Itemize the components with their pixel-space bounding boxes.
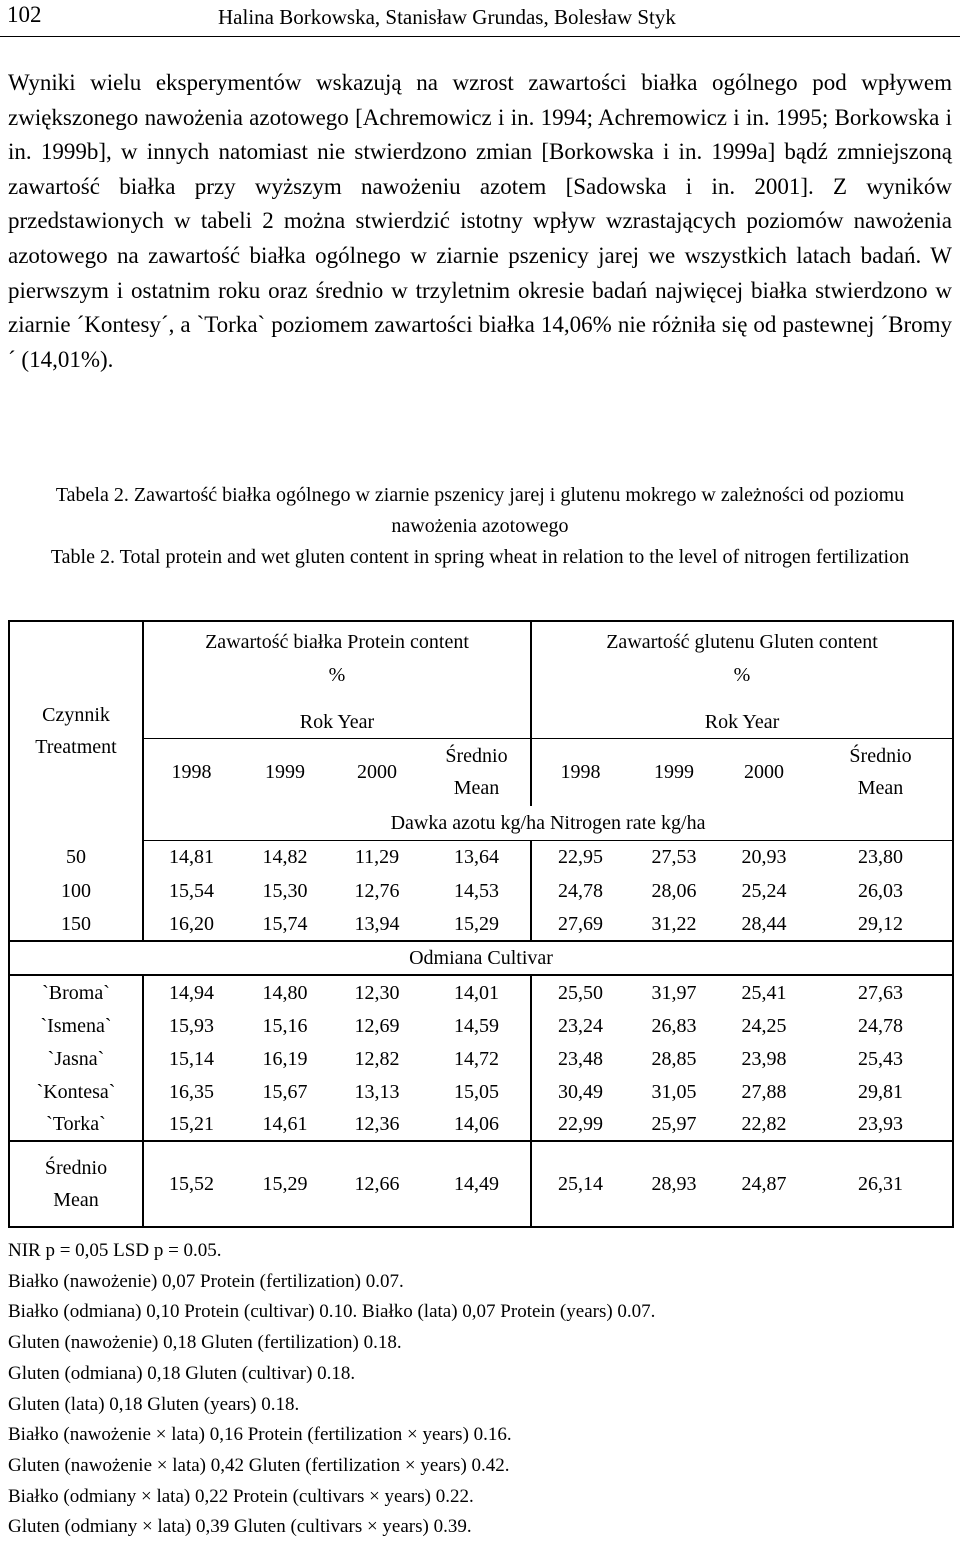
table-cell: 13,94 [331,907,423,941]
note-line: Gluten (odmiany × lata) 0,39 Gluten (cultivars × years) 0.39. [8,1516,472,1538]
protein-mean-pl: Średnio [445,745,508,768]
table-cell: 23,80 [809,840,953,874]
protein-year-2000: 2000 [357,761,397,784]
table-cell: 28,44 [719,907,809,941]
table-cell: 22,82 [719,1108,809,1141]
table-cell: 12,30 [331,975,423,1009]
table-cell: 15,74 [239,907,331,941]
table-cell: 15,05 [423,1075,531,1108]
table-cell: 14,49 [423,1141,531,1227]
row-label-kontesa: `Kontesa` [9,1075,143,1108]
table-cell: 23,98 [741,1047,787,1070]
protein-unit: % [328,664,346,686]
protein-mean-header [423,738,531,806]
table-cell: 26,03 [809,874,953,907]
table-cell: 14,06 [423,1108,531,1141]
table-cell: 11,29 [354,846,400,869]
gluten-mean-en: Mean [857,777,904,800]
table-cell: 15,54 [169,879,214,902]
table-cell: 14,72 [423,1042,531,1075]
note-line: Białko (odmiany × lata) 0,22 Protein (cultivars × years) 0.22. [8,1485,474,1507]
gluten-year-2000: 2000 [744,761,784,784]
table-cell: 16,35 [169,1080,214,1103]
table-caption-en: Table 2. Total protein and wet gluten content in spring wheat in relation to the level of nitrogen fertilization [50,546,910,568]
table-cell: 16,19 [262,1047,308,1070]
table-cell: 14,01 [423,975,531,1009]
gluten-header: Zawartość glutenu Gluten content [606,631,878,653]
note-line: Białko (nawożenie) 0,07 Protein (fertilization) 0.07. [8,1270,404,1292]
table-cell: 24,25 [741,1014,787,1037]
note-line: Gluten (nawożenie × lata) 0,42 Gluten (fertilization × years) 0.42. [8,1454,510,1476]
mean-label-pl: Średnio [44,1157,108,1179]
note-line: Gluten (lata) 0,18 Gluten (years) 0.18. [8,1393,300,1415]
table-cell: 14,80 [239,975,331,1009]
table-cell: 15,14 [169,1047,214,1070]
table-cell: 28,93 [629,1141,719,1227]
gluten-mean-pl: Średnio [849,745,912,768]
table-cell: 24,78 [809,1009,953,1042]
table-cell: 12,36 [331,1108,423,1141]
gluten-mean-header [809,738,953,806]
table-cell: 27,69 [531,907,629,941]
table-cell: 12,66 [331,1141,423,1227]
table-cell: 14,53 [423,874,531,907]
gluten-year-1999: 1999 [654,761,694,784]
table-cell: 12,82 [354,1047,400,1070]
table-cell: 22,99 [531,1108,629,1141]
table-cell: 25,43 [809,1042,953,1075]
table-cell: 15,30 [262,879,308,902]
table-cell: 15,16 [262,1014,308,1037]
table-cell: 16,20 [143,907,239,941]
table-cell: 27,63 [809,975,953,1009]
table-cell: 27,88 [741,1080,787,1103]
mean-label-en: Mean [53,1189,99,1211]
table-cell: 25,24 [741,879,787,902]
table-cell: 15,52 [143,1141,239,1227]
table-cell: 14,82 [262,846,308,869]
protein-header-cell [143,621,531,692]
factor-header-cell [9,621,143,840]
table-cell: 22,95 [558,846,603,869]
results-table [8,620,954,1228]
table-cell: 15,29 [239,1141,331,1227]
table-cell: 12,69 [354,1014,400,1037]
note-line: Gluten (odmiana) 0,18 Gluten (cultivar) 0.18. [8,1362,356,1384]
row-label-ismena: `Ismena` [9,1009,143,1042]
table-cell: 25,97 [629,1108,719,1141]
table-cell: 27,53 [651,846,697,869]
table-cell: 28,85 [651,1047,697,1070]
table-cell: 31,22 [629,907,719,941]
row-label-jasna: `Jasna` [9,1042,143,1075]
table-cell: 23,24 [558,1014,603,1037]
note-line: Gluten (nawożenie) 0,18 Gluten (fertilization) 0.18. [8,1332,402,1354]
table-cell: 23,93 [809,1108,953,1141]
table-cell: 31,05 [651,1080,697,1103]
section-cultivar-label: Odmiana Cultivar [9,941,953,975]
table-cell: 15,21 [143,1108,239,1141]
table-cell: 29,12 [809,907,953,941]
table-cell: 26,83 [651,1014,697,1037]
gluten-year-label: Rok Year [531,692,953,738]
table-cell: 30,49 [558,1080,603,1103]
factor-label: Czynnik [42,704,110,726]
lsd-notes [8,1236,655,1543]
row-label-torka: `Torka` [9,1108,143,1141]
protein-year-label: Rok Year [143,692,531,738]
table-cell: 29,81 [809,1075,953,1108]
factor-label-en: Treatment [35,736,117,758]
table-cell: 25,50 [531,975,629,1009]
gluten-unit: % [733,664,751,686]
table-cell: 13,13 [354,1080,400,1103]
table-cell: 14,81 [169,846,214,869]
note-line: Białko (nawożenie × lata) 0,16 Protein (fertilization × years) 0.16. [8,1424,512,1446]
table-cell: 14,59 [423,1009,531,1042]
table-cell: 14,94 [143,975,239,1009]
table-cell: 15,93 [169,1014,214,1037]
gluten-year-1998: 1998 [560,761,601,784]
row-label-50: 50 [9,840,143,874]
row-label-broma: `Broma` [9,975,143,1009]
row-label-100: 100 [9,874,143,907]
table-cell: 14,61 [239,1108,331,1141]
table-cell: 24,78 [558,879,603,902]
table-cell: 23,48 [558,1047,603,1070]
protein-mean-en: Mean [453,777,500,800]
table-cell: 25,41 [719,975,809,1009]
table-cell: 13,64 [423,840,531,874]
note-line: Białko (odmiana) 0,10 Protein (cultivar) 0.10. Białko (lata) 0,07 Protein (years) 0.07. [8,1301,656,1323]
protein-header: Zawartość białka Protein content [205,631,469,653]
running-header [0,0,960,37]
table-caption-pl: Tabela 2. Zawartość białka ogólnego w ziarnie pszenicy jarej i glutenu mokrego w zależności od poziomu nawożenia azotowego [55,484,905,537]
table-cell: 15,29 [423,907,531,941]
table-cell: 28,06 [651,879,697,902]
note-line: NIR p = 0,05 LSD p = 0.05. [8,1240,222,1261]
row-label-150: 150 [9,907,143,941]
gluten-header-cell [531,621,953,692]
protein-year-1999: 1999 [265,761,305,784]
table-cell: 31,97 [629,975,719,1009]
table-cell: 25,14 [531,1141,629,1227]
protein-year-1998: 1998 [171,761,212,784]
row-label-mean [9,1141,143,1227]
table-cell: 20,93 [741,846,787,869]
section-nitrogen-label: Dawka azotu kg/ha Nitrogen rate kg/ha [143,806,953,840]
table-cell: 26,31 [809,1141,953,1227]
running-header-authors: Halina Borkowska, Stanisław Grundas, Bolesław Styk [218,5,676,29]
page-number: 102 [7,2,42,27]
table-cell: 24,87 [719,1141,809,1227]
table-cell: 15,67 [262,1080,308,1103]
table-cell: 12,76 [354,879,400,902]
body-paragraph: Wyniki wielu eksperymentów wskazują na wzrost zawartości białka ogólnego pod wpływem zwiększonego nawożenia azotowego [Achremowicz i in. 1994; Achremowicz i in. 1995; Borkowska i in. 1999b], w innych natomiast nie stwierdzono zmian [Borkowska i in. 1999a] bądź zmniejszoną zawartość białka przy wyższym nawożeniu azotem [Sadowska i in. 2001]. Z wyników przedstawionych w tabeli 2 można stwierdzić istotny wpływ wzrastających poziomów nawożenia azotowego na zawartość białka ogólnego w ziarnie pszenicy jarej we wszystkich latach badań. W pierwszym i ostatnim roku oraz średnio w trzyletnim okresie badań najwięcej białka stwierdzono w ziarnie ´Kontesy´, a `Torka` poziomem zawartości białka 14,06% nie różniła się od pastewnej ´Bromy´ (14,01%). [8,70,952,372]
